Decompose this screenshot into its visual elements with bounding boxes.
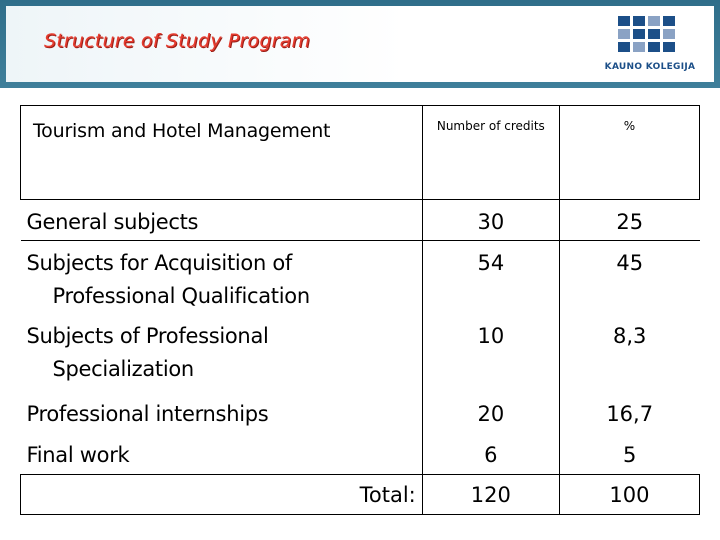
row-label-line2: Specialization <box>52 357 194 381</box>
percent-value: 16,7 <box>606 402 654 426</box>
percent-value: 25 <box>616 210 644 234</box>
credits-value: 54 <box>477 251 505 275</box>
header-banner <box>0 0 720 88</box>
credits-value: 20 <box>477 402 505 426</box>
row-label: General subjects <box>26 210 199 234</box>
program-heading-cell <box>21 106 423 200</box>
logo-squares-icon <box>618 16 678 60</box>
row-label <box>21 241 422 313</box>
row-label-line2: Professional Qualification <box>52 284 310 308</box>
row-label <box>21 314 422 386</box>
total-percent-value: 100 <box>609 483 650 507</box>
row-label-line1: Subjects of Professional <box>26 324 269 348</box>
credits-value: 6 <box>484 443 498 467</box>
percent-value: 45 <box>616 251 644 275</box>
total-credits-value: 120 <box>470 483 511 507</box>
percent-column-header: % <box>623 119 636 133</box>
logo-text: KAUNO KOLEGIJA <box>604 62 696 72</box>
table-row <box>21 241 700 315</box>
table-row <box>21 314 700 392</box>
total-label: Total: <box>359 483 416 507</box>
percent-value: 8,3 <box>612 324 647 348</box>
kauno-kolegija-logo <box>600 16 710 76</box>
credits-column-header: Number of credits <box>436 119 545 133</box>
row-label: Final work <box>26 443 130 467</box>
credits-value: 10 <box>477 324 505 348</box>
percent-header-cell <box>559 106 699 200</box>
row-label-line1: Subjects for Acquisition of <box>26 251 293 275</box>
table-row <box>21 392 700 433</box>
credits-header-cell <box>422 106 559 200</box>
slide-title: Structure of Study Program <box>44 30 311 52</box>
credits-value: 30 <box>477 210 505 234</box>
row-label: Professional internships <box>26 402 269 426</box>
table-row <box>21 433 700 475</box>
table-header-row <box>21 106 700 200</box>
table-row <box>21 200 700 241</box>
study-program-table <box>20 105 700 515</box>
table-total-row <box>21 475 700 515</box>
program-heading: Tourism and Hotel Management <box>33 120 331 142</box>
percent-value: 5 <box>623 443 637 467</box>
